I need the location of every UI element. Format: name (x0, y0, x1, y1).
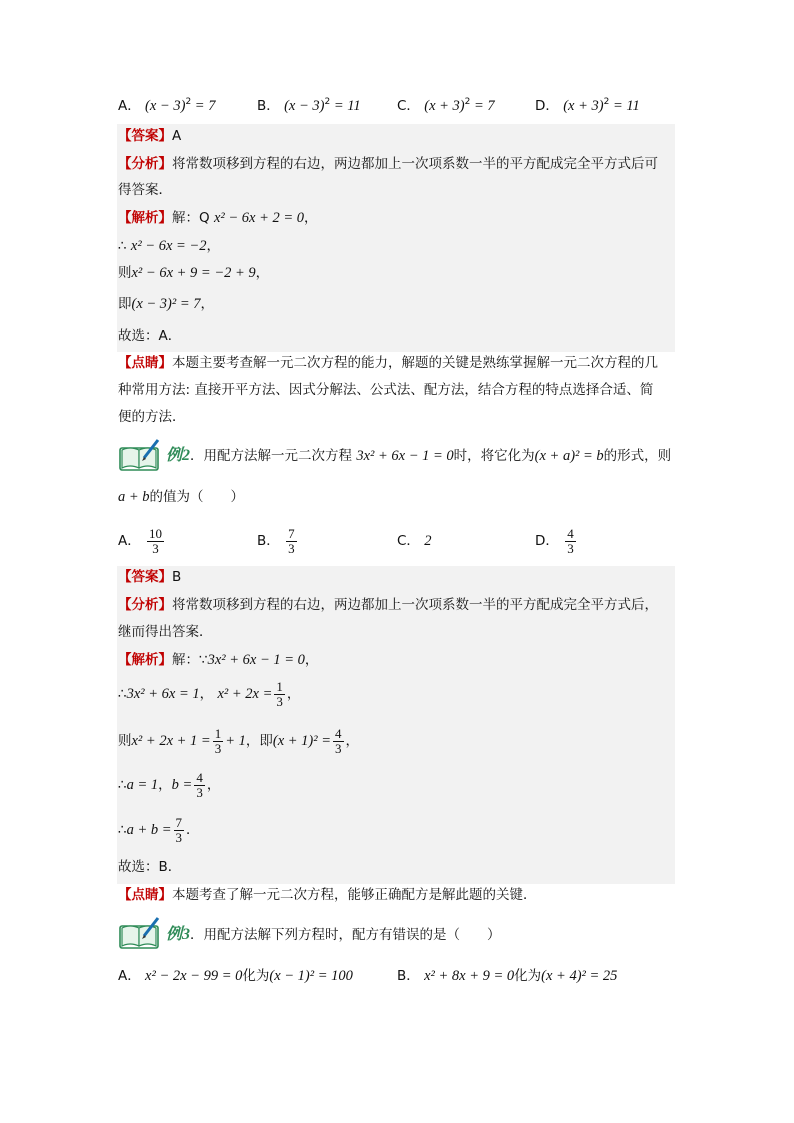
example-2-line-2: a + b的值为（ ） (118, 489, 245, 505)
ex2-option-a[interactable]: A． $\frac{10}{3}$ (118, 525, 163, 556)
book-pencil-icon (118, 914, 162, 950)
option-c[interactable]: C． $(x + 3)^2 = 7$ (397, 97, 495, 114)
book-pencil-icon (118, 436, 162, 472)
ex2-option-c[interactable]: C． 2 (397, 533, 432, 549)
ex3-option-a[interactable]: A． x² − 2x − 99 = 0化为(x − 1)² = 100 (118, 968, 353, 984)
analysis-line-3: 【分析】将常数项移到方程的右边，两边都加上一次项系数一半的平方配成完全平方式后， (118, 597, 658, 613)
solve-line-8: ∴a = 1，b = $\frac{4}{3}$ ， (118, 769, 221, 800)
option-d[interactable]: D． $(x + 3)^2 = 11$ (535, 97, 640, 114)
example-2-line-1: 例2．用配方法解一元二次方程 3x² + 6x − 1 = 0时，将它化为(x + a)² = b的形式，则 (166, 447, 672, 464)
solve-line-1: 【解析】解：Q x² − 6x + 2 = 0， (118, 210, 318, 226)
solve-line-3: 则x² − 6x + 9 = −2 + 9， (118, 265, 270, 281)
fraction: $\frac{4}{3}$ (196, 769, 203, 800)
fraction: $\frac{7}{3}$ (175, 814, 183, 845)
ex3-option-b[interactable]: B． x² + 8x + 9 = 0化为(x + 4)² = 25 (397, 968, 618, 984)
answer-line-1: 【答案】A (118, 128, 182, 144)
fraction: $\frac{1}{3}$ (276, 678, 283, 709)
example-3-line-1: 例3．用配方法解下列方程时，配方有错误的是（ ） (166, 926, 501, 943)
comment-line-4: 【点睛】本题考查了解一元二次方程，能够正确配方是解此题的关键． (118, 887, 537, 903)
answer-line-2: 【答案】B (118, 569, 182, 585)
ex2-option-d-fraction: $\frac{4}{3}$ (567, 525, 574, 556)
analysis-line-4: 继而得出答案． (118, 624, 213, 640)
solve-line-2: ∴ x² − 6x = −2， (118, 238, 220, 254)
solve-line-6: ∴3x² + 6x = 1， x² + 2x = $\frac{1}{3}$ ， (118, 678, 301, 709)
comment-line-3: 便的方法． (118, 409, 186, 425)
solve-line-9: ∴a + b = $\frac{7}{3}$ ． (118, 814, 200, 845)
solve-line-4: 即(x − 3)² = 7， (118, 296, 215, 312)
comment-line-1: 【点睛】本题主要考查解一元二次方程的能力，解题的关键是熟练掌握解一元二次方程的几 (118, 355, 658, 371)
option-a[interactable]: A． $(x - 3)^2 = 7$ (118, 97, 216, 114)
ex2-option-b-fraction: $\frac{7}{3}$ (288, 525, 295, 556)
analysis-line-1: 【分析】将常数项移到方程的右边，两边都加上一次项系数一半的平方配成完全平方式后可 (118, 156, 658, 172)
comment-line-2: 种常用方法: 直接开平方法、因式分解法、公式法、配方法，结合方程的特点选择合适、简 (118, 382, 654, 398)
fraction: $\frac{4}{3}$ (335, 725, 342, 756)
solve-line-7: 则x² + 2x + 1 = $\frac{1}{3}$ + 1，即(x + 1)² = $\frac{4}{3}$ ， (118, 725, 360, 756)
fraction: $\frac{1}{3}$ (214, 725, 222, 756)
ex2-option-a-fraction: $\frac{10}{3}$ (149, 525, 163, 556)
choose-line-1: 故选：A． (118, 328, 182, 344)
option-b[interactable]: B． $(x - 3)^2 = 11$ (257, 97, 361, 114)
ex2-option-b[interactable]: B． $\frac{7}{3}$ (257, 525, 295, 556)
choose-line-2: 故选：B． (118, 859, 182, 875)
ex2-option-d[interactable]: D． $\frac{4}{3}$ (535, 525, 574, 556)
analysis-line-2: 得答案． (118, 182, 172, 198)
solve-line-5: 【解析】解：∵3x² + 6x − 1 = 0， (118, 652, 319, 668)
